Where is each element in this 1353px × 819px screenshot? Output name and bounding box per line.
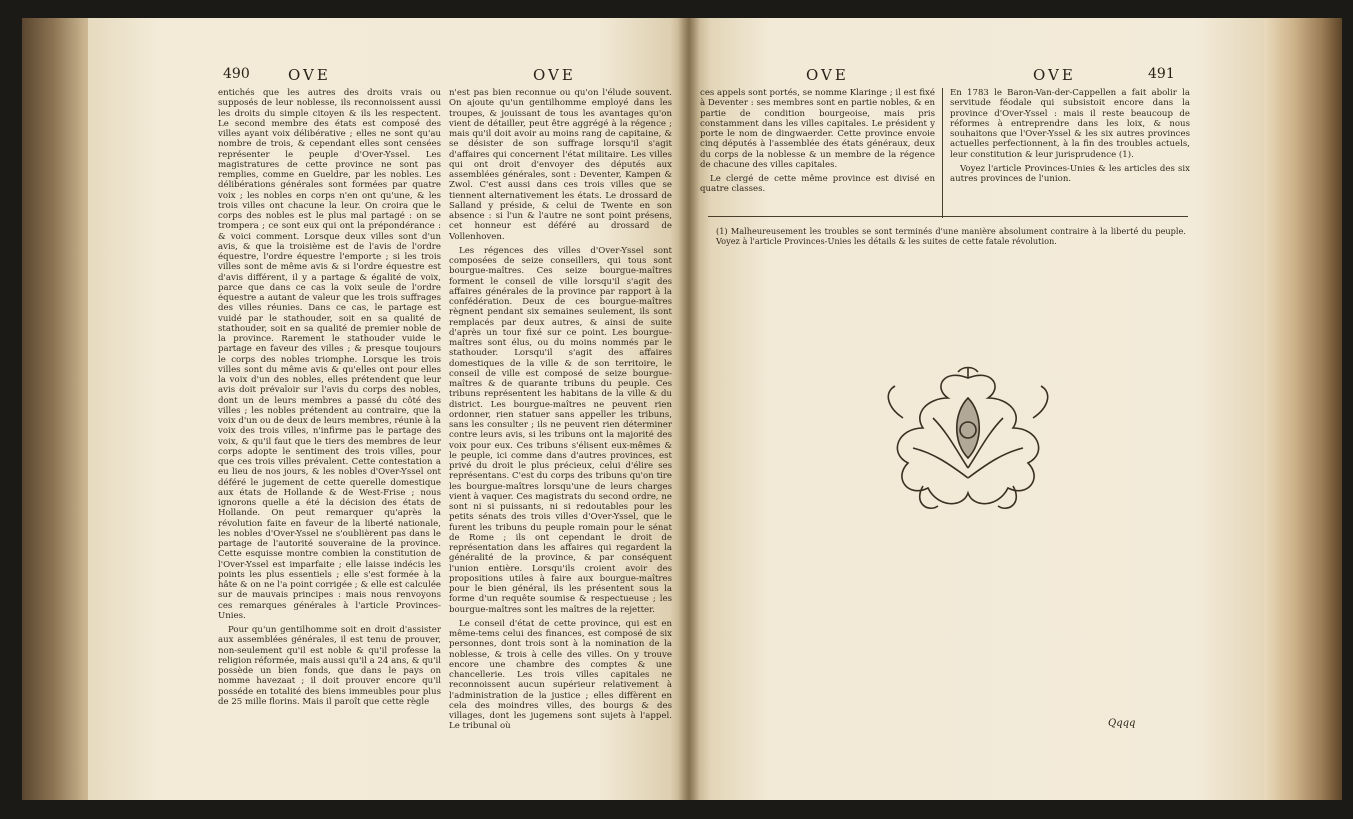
paragraph: Les régences des villes d'Over-Yssel sont composées de seize conseillers, qui tous sont bourgue-maîtres. Ces seize bourgue-maîtres forment le conseil de ville lorsqu'il s'agit des affaires générales de la province par rapport à la confédération. Deux de ces bourgue-maîtres règnent pendant six semaines seulement, ils sont remplacés par deux autres, & ainsi de suite d'après un tour fixé sur ce point. Les bourgue-maîtres sont élus, ou du moins nommés par le stathouder. Lorsqu'il s'agit des affaires domestiques de la ville & de son territoire, le conseil de ville est composé de seize bourgue-maîtres & de quarante tribuns du peuple. Ces tribuns représentent les habitans de la ville & du district. Les bourgue-maîtres ne peuvent rien ordonner, rien statuer sans appeller les tribuns, sans les consulter ; ils ne peuvent rien déterminer contre leurs avis, si les tribuns ont la majorité des voix pour eux. Ces tribuns s'élisent eux-mêmes & le peuple, ici comme dans d'autres provinces, est privé du droit le plus précieux, celui d'élire ses représentans. C'est du corps des tribuns qu'on tire les bourgue-maîtres lorsqu'une de leurs charges vient à vaquer. Ces magistrats du second ordre, ne sont ni si puissants, ni si redoutables pour les petits sénats des trois villes d'Over-Yssel, que le furent les tribuns du peuple romain pour le sénat de Rome ; ils ont cependant le droit de représentation dans les affaires qui regardent la généralité de la province, & par conséquent l'union entière. Lorsqu'ils croient avoir des propositions utiles à faire aux bourgue-maîtres pour le bien général, ils les présentent sous la forme d'un requête soumise & respectueuse ; les bourgue-maîtres sont les maîtres de la rejetter.: [449, 245, 672, 615]
signature-mark: Qqqq: [1108, 718, 1136, 729]
paragraph: Pour qu'un gentilhomme soit en droit d'assister aux assemblées générales, il est tenu de prouver, non-seulement qu'il est noble & qu'il professe la religion réformée, mais aussi qu'il a 24 ans, & qu'il possède un bien fonds, que dans le pays on nomme havezaat ; il doit prouver encore qu'il posséde en totalité des biens immeubles pour plus de 25 mille florins. Mais il paroît que cette règle: [218, 625, 441, 707]
page-number-left: 490: [223, 66, 250, 82]
left-page: [88, 18, 688, 800]
paragraph: Le conseil d'état de cette province, qui est en même-tems celui des finances, est composé de six personnes, dont trois sont à la nomination de la noblesse, & trois à celle des villes. On y trouve encore une chambre des comptes & une chancellerie. Les trois villes capitales ne reconnoissent aucun supérieur relativement à l'administration de la justice ; elles diffèrent en cela des moindres villes, des bourgs & des villages, dont les jugemens sont sujets à l'appel. Le tribunal où: [449, 618, 672, 732]
book-gutter: [678, 18, 700, 800]
paragraph: entichés que les autres des droits vrais ou supposés de leur noblesse, ils reconnoissent aussi les droits du simple citoyen & ils les respectent. Le second membre des états est composé des villes ayant voix délibérative ; elles ne sont qu'au nombre de trois, & cependant elles sont censées représenter le peuple d'Over-Yssel. Les magistratures de cette province ne sont pas remplies, comme en Gueldre, par les nobles. Les délibérations générales sont formées par quatre voix ; les nobles en corps n'en ont qu'une, & les trois villes ont chacune la leur. On croira que le corps des nobles est le plus mal partagé : on se trompera ; ce sont eux qui ont la prépondérance : & voici comment. Lorsque deux villes sont d'un avis, & que la troisième est de l'avis de l'ordre équestre, l'ordre équestre l'emporte ; si les trois villes sont de même avis & si l'ordre équestre est d'avis différent, il y a partage & égalité de voix, parce que dans ce cas la voix seule de l'ordre équestre a autant de valeur que les trois suffrages des villes réunies. Dans ce cas, le partage est vuidé par le stathouder, soit en sa qualité de stathouder, soit en sa qualité de premier noble de la province. Rarement le stathouder vuide le partage en faveur des villes ; & presque toujours le corps des nobles triomphe. Lorsque les trois villes sont du même avis & qu'elles ont pour elles la voix d'un des nobles, elles prétendent que leur avis doit prévaloir sur l'avis du corps des nobles, dont un de leurs membres a passé du côté des villes ; les nobles prétendent au contraire, que la voix d'un ou de deux de leurs membres, réunie à la voix des trois villes, n'infirme pas le partage des voix, & qu'il faut que le tiers des membres de leur corps adopte le sentiment des trois villes, pour que ces trois villes prévalent. Cette contestation a eu lieu de nos jours, & les nobles d'Over-Yssel ont déféré le jugement de cette querelle domestique aux états de Hollande & de West-Frise ; nous ignorons quelle a été la décision des états de Hollande. On peut remarquer qu'après la révolution faite en faveur de la liberté nationale, les nobles d'Over-Yssel ne s'oublièrent pas dans le partage de l'autorité souveraine de la province. Cette esquisse montre combien la constitution de l'Over-Yssel est imparfaite ; elle laisse indécis les points les plus essentiels ; elle s'est formée à la hâte & on ne l'a point corrigée ; & elle est calculée sur de mauvais principes : mais nous renvoyons ces remarques générales à l'article Provinces-Unies.: [218, 88, 441, 621]
ornament-icon: [873, 358, 1063, 518]
right-page-column-1: [700, 88, 935, 195]
running-header-right-2: OVE: [1033, 66, 1076, 84]
paragraph: Le clergé de cette même province est divisé en quatre classes.: [700, 174, 935, 195]
running-header-right: OVE: [806, 66, 849, 84]
running-header-left-2: OVE: [533, 66, 576, 84]
footnote-rule: [708, 216, 1188, 217]
right-page-column-2: [950, 88, 1190, 184]
running-header-left: OVE: [288, 66, 331, 84]
paragraph: n'est pas bien reconnue ou qu'on l'élude souvent. On ajoute qu'un gentilhomme employé dans les troupes, & jouissant de tous les avantages qu'on vient de détailler, peut être aggrégé à la régence ; mais qu'il doit avoir au moins rang de capitaine, & se désister de son suffrage lorsqu'il s'agit d'affaires qui concernent l'état militaire. Les villes qui ont droit d'envoyer des députés aux assemblées générales, sont : Deventer, Kampen & Zwol. C'est aussi dans ces trois villes que se tiennent alternativement les états. Le drossard de Salland y préside, & celui de Twente en son absence : si l'un & l'autre ne sont point présens, cet honneur est déféré au drossard de Vollenhoven.: [449, 88, 672, 242]
page-number-right: 491: [1148, 66, 1175, 82]
paragraph: ces appels sont portés, se nomme Klaringe ; il est fixé à Deventer : ses membres sont en partie nobles, & en partie de condition bourgeoise, mais pris constamment dans les villes capitales. Le président y porte le nom de dingwaerder. Cette province envoie cinq députés à l'assemblée des états généraux, deux du corps de la noblesse & un membre de la régence de chacune des villes capitales.: [700, 88, 935, 170]
column-divider: [942, 88, 943, 218]
left-page-column-1: [218, 88, 441, 707]
paragraph: Voyez l'article Provinces-Unies & les articles des six autres provinces de l'union.: [950, 163, 1190, 184]
footnote: (1) Malheureusement les troubles se sont terminés d'une manière absolument contraire à la liberté du peuple. Voyez à l'article Provinces-Unies les détails & les suites de cette fatale révolution.: [716, 226, 1186, 246]
right-page: [688, 18, 1264, 800]
paragraph: En 1783 le Baron-Van-der-Cappellen a fait abolir la servitude féodale qui subsistoit encore dans la province d'Over-Yssel : mais il reste beaucoup de réformes à entreprendre dans les loix, & nous souhaitons que l'Over-Yssel & les six autres provinces actuelles perfectionnent, à la fin des troubles actuels, leur constitution & leur jurisprudence (1).: [950, 88, 1190, 160]
left-page-column-2: [449, 88, 672, 732]
right-page-edges: [1262, 18, 1342, 800]
